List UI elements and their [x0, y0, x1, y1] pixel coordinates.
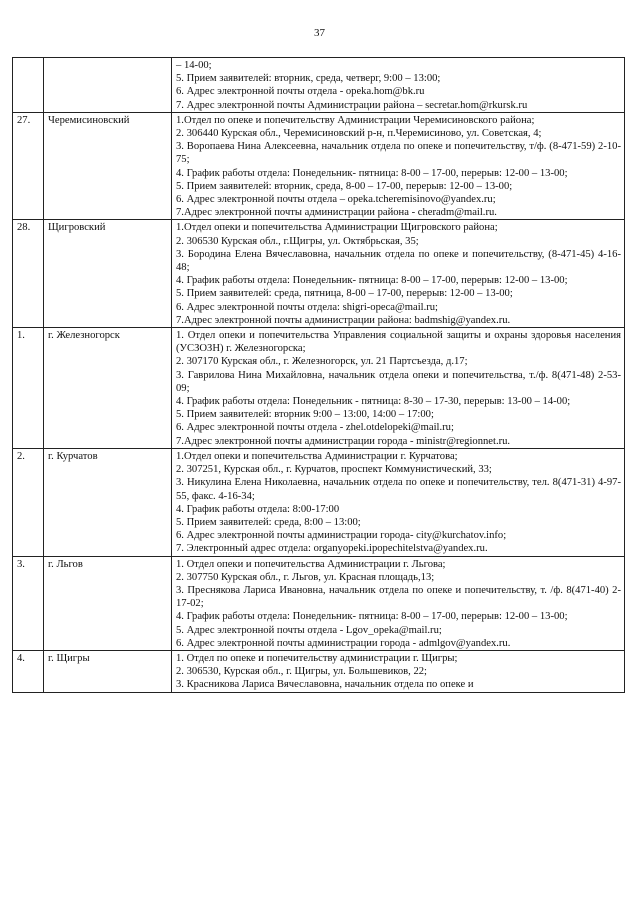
info-line: 6. Адрес электронной почты администрации города- city@kurchatov.info;: [176, 530, 507, 542]
department-info-cell: [172, 448, 625, 556]
info-line: 1.Отдел опеки и попечительства Администрации Щигровского района;: [176, 222, 498, 234]
row-number-cell: 28.: [13, 220, 44, 328]
district-name-cell: г. Железногорск: [44, 328, 172, 449]
info-line: 7.Адрес электронной почты администрации района - cheradm@mail.ru.: [176, 207, 497, 219]
info-line: 2. 306440 Курская обл., Черемисиновский р-н, п.Черемисиново, ул. Советская, 4;: [176, 128, 542, 140]
info-line: 5. Прием заявителей: вторник 9:00 – 13:00, 14:00 – 17:00;: [176, 409, 434, 421]
info-line: 4. График работы отдела: Понедельник- пятница: 8-00 – 17-00, перерыв: 12-00 – 13-00;: [176, 275, 568, 287]
district-name-cell: г. Льгов: [44, 556, 172, 650]
district-name-cell: г. Щигры: [44, 650, 172, 692]
table-row: [13, 448, 625, 556]
info-line: 3. Преснякова Лариса Ивановна, начальник отдела по опеке и попечительству, т. /ф. 8(471-40) 2-17-02;: [176, 584, 621, 610]
info-line: 5. Прием заявителей: среда, пятница, 8-00 – 17-00, перерыв: 12-00 – 13-00;: [176, 288, 513, 300]
info-line: 2. 307170 Курская обл., г. Железногорск, ул. 21 Партсъезда, д.17;: [176, 356, 468, 368]
row-number-cell: 3.: [13, 556, 44, 650]
info-line: 6. Адрес электронной почты отдела: shigri-opeca@mail.ru;: [176, 301, 438, 313]
info-line: 5. Адрес электронной почты отдела - Lgov_opeka@mail.ru;: [176, 624, 442, 636]
department-info-cell: [172, 328, 625, 449]
info-line: 7.Адрес электронной почты администрации района: badmshig@yandex.ru.: [176, 314, 511, 326]
row-number-cell: 2.: [13, 448, 44, 556]
info-line: 6. Адрес электронной почты отдела – opeka.tcheremisinovo@yandex.ru;: [176, 194, 496, 206]
department-info-cell: [172, 58, 625, 113]
info-line: 6. Адрес электронной почты отдела - zhel.otdelopeki@mail.ru;: [176, 422, 454, 434]
table-row: [13, 556, 625, 650]
info-line: 1.Отдел опеки и попечительства Администрации г. Курчатова;: [176, 450, 458, 462]
info-line: 7.Адрес электронной почты администрации города - ministr@regionnet.ru.: [176, 435, 511, 447]
info-line: 4. График работы отдела: 8:00-17:00: [176, 503, 340, 515]
info-line: 2. 307251, Курская обл., г. Курчатов, проспект Коммунистический, 33;: [176, 464, 492, 476]
info-line: 5. Прием заявителей: среда, 8:00 – 13:00;: [176, 516, 361, 528]
info-line: 5. Прием заявителей: вторник, среда, четверг, 9:00 – 13:00;: [176, 73, 441, 85]
info-line: 1. Отдел опеки и попечительства Управления социальной защиты и охраны здоровья населения (УСЗОЗН) г. Железногорска;: [176, 330, 624, 355]
info-line: 6. Адрес электронной почты отдела - opeka.hom@bk.ru: [176, 86, 425, 98]
info-line: 1.Отдел по опеке и попечительству Администрации Черемисиновского района;: [176, 114, 535, 126]
department-info-cell: [172, 220, 625, 328]
department-info-cell: [172, 650, 625, 692]
info-line: 6. Адрес электронной почты администрации города - admlgov@yandex.ru.: [176, 637, 511, 649]
table-row: [13, 58, 625, 113]
row-number-cell: 4.: [13, 650, 44, 692]
info-line: 2. 307750 Курская обл., г. Льгов, ул. Красная площадь,13;: [176, 571, 435, 583]
info-line: 5. Прием заявителей: вторник, среда, 8-00 – 17-00, перерыв: 12-00 – 13-00;: [176, 180, 513, 192]
district-name-cell: [44, 58, 172, 113]
info-line: 3. Воропаева Нина Алексеевна, начальник отдела по опеке и попечительству, т/ф. (8-471-59) 2-10-75;: [176, 141, 621, 166]
info-line: 3. Бородина Елена Вячеславовна, начальник отдела по опеке и попечительству, (8-471-45) 4-16-48;: [176, 248, 621, 274]
info-line: 1. Отдел по опеке и попечительству администрации г. Щигры;: [176, 652, 458, 664]
table-row: [13, 328, 625, 449]
info-line: 7. Адрес электронной почты Администрации района – secretar.hom@rkursk.ru: [176, 99, 528, 111]
info-line: 4. График работы отдела: Понедельник - пятница: 8-30 – 17-30, перерыв: 13-00 – 14-00;: [176, 396, 571, 408]
table-body: [13, 58, 625, 693]
district-name-cell: г. Курчатов: [44, 448, 172, 556]
info-line: 3. Красникова Лариса Вячеславовна, начальник отдела по опеке и: [176, 679, 474, 691]
info-line: 4. График работы отдела: Понедельник- пятница: 8-00 – 17-00, перерыв: 12-00 – 13-00;: [176, 167, 568, 179]
district-name-cell: Щигровский: [44, 220, 172, 328]
page-number: 37: [314, 27, 325, 39]
department-info-cell: [172, 556, 625, 650]
info-line: – 14-00;: [176, 60, 212, 71]
department-info-cell: [172, 112, 625, 220]
table-row: [13, 220, 625, 328]
district-name-cell: Черемисиновский: [44, 112, 172, 220]
info-line: 7. Электронный адрес отдела: organyopeki.ipopechitelstva@yandex.ru.: [176, 543, 488, 555]
info-line: 3. Гаврилова Нина Михайловна, начальник отдела опеки и попечительства, т./ф. 8(471-48) 2-53-09;: [176, 369, 621, 394]
row-number-cell: [13, 58, 44, 113]
row-number-cell: 1.: [13, 328, 44, 449]
guardianship-departments-table: [12, 57, 625, 693]
table-row: [13, 112, 625, 220]
info-line: 2. 306530, Курская обл., г. Щигры, ул. Большевиков, 22;: [176, 666, 428, 678]
info-line: 3. Никулина Елена Николаевна, начальник отдела по опеке и попечительству, тел. 8(471-31) 4-97-55, факс. 4-16-34;: [176, 477, 621, 502]
table-row: [13, 650, 625, 692]
row-number-cell: 27.: [13, 112, 44, 220]
info-line: 1. Отдел опеки и попечительства Администрации г. Льгова;: [176, 558, 446, 570]
info-line: 4. График работы отдела: Понедельник- пятница: 8-00 – 17-00, перерыв: 12-00 – 13-00;: [176, 611, 568, 623]
info-line: 2. 306530 Курская обл., г.Щигры, ул. Октябрьская, 35;: [176, 235, 419, 247]
